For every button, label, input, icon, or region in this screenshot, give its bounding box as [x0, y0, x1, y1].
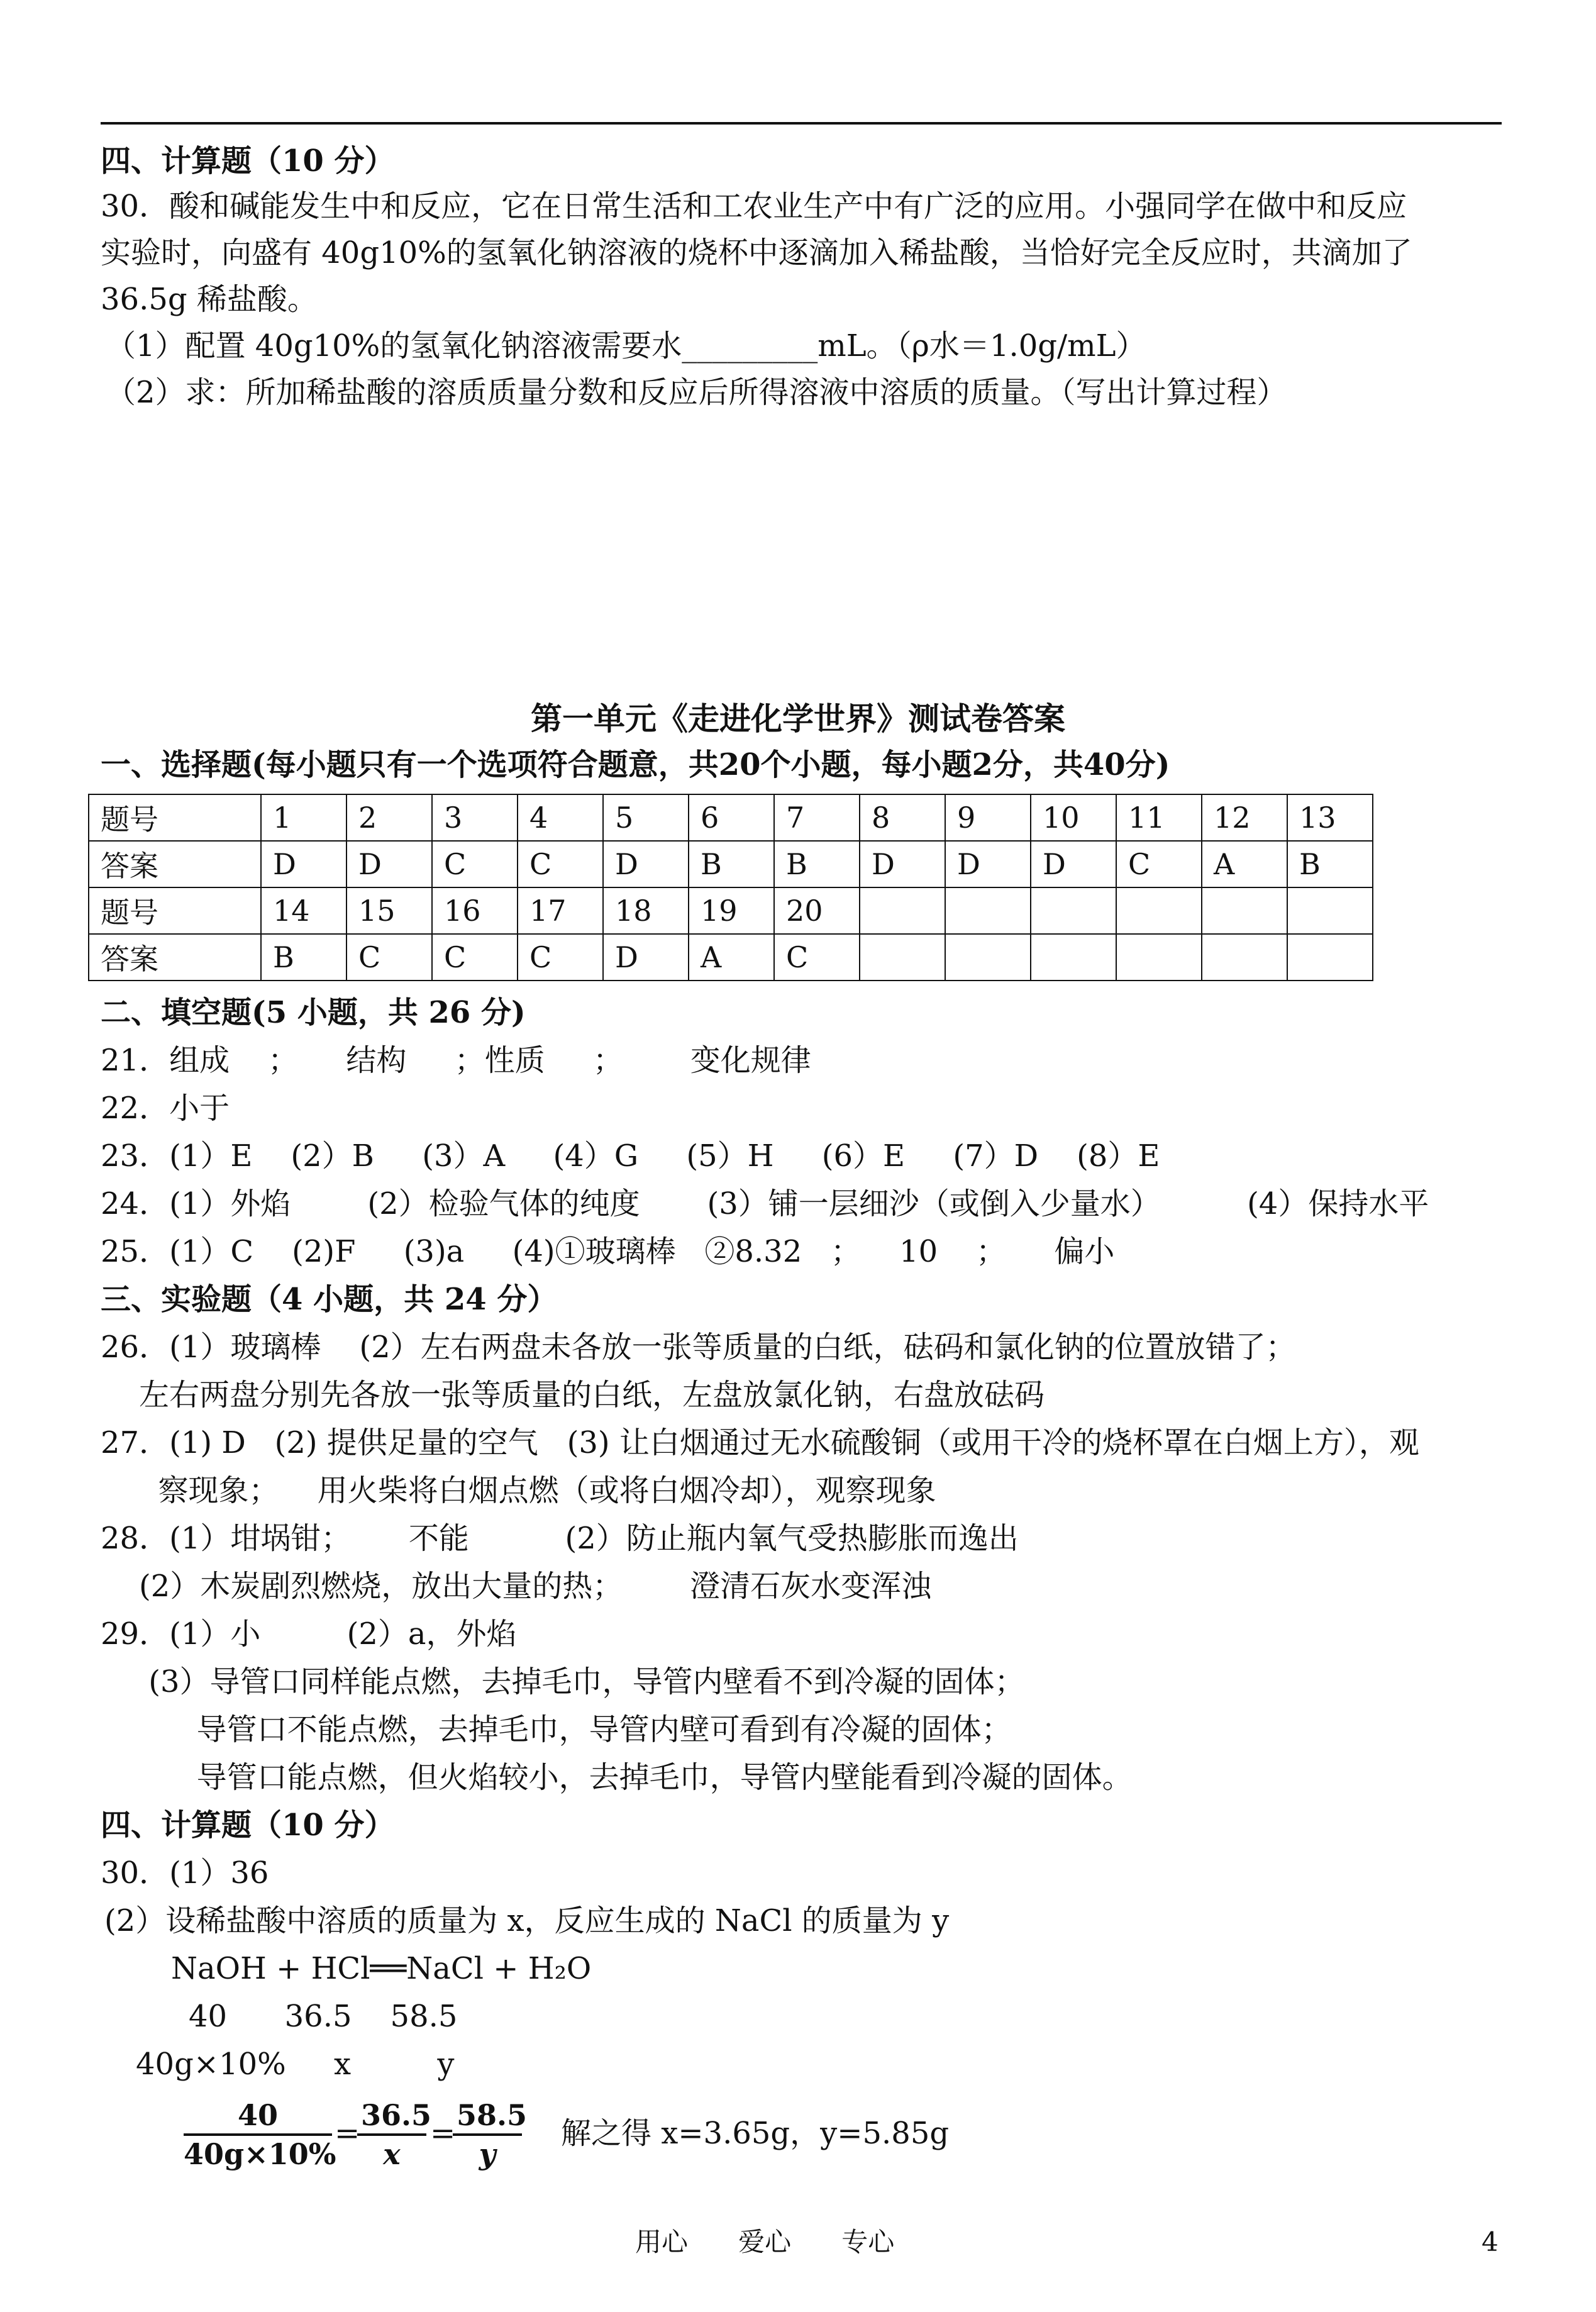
table-cell [1116, 887, 1202, 934]
table-cell: 20 [774, 887, 860, 934]
table-cell: D [1031, 841, 1116, 887]
table-cell [1202, 887, 1287, 934]
table-cell [1116, 934, 1202, 981]
table-cell: D [603, 934, 689, 981]
table-row-header: 题号 [89, 794, 261, 841]
table-row [89, 841, 1373, 887]
table-cell: 9 [945, 794, 1031, 841]
table-cell: 8 [860, 794, 945, 841]
table-cell: D [603, 841, 689, 887]
table-cell: B [689, 841, 774, 887]
table-cell: C [1116, 841, 1202, 887]
table-cell: 18 [603, 887, 689, 934]
table-row-header: 题号 [89, 887, 261, 934]
table-cell: 4 [518, 794, 603, 841]
table-cell: C [518, 841, 603, 887]
fraction-3 [453, 2097, 528, 2172]
answer-24: 24．(1）外焰 (2）检验气体的纯度 (3）铺一层细沙（或倒入少量水） (4）保持水平 [101, 1186, 1429, 1221]
table-cell: D [346, 841, 432, 887]
question-30-sub-1: （1）配置 40g10%的氢氧化钠溶液需要水_________mL。（ρ水＝1.0g/mL） [106, 328, 1146, 364]
table-cell [1202, 934, 1287, 981]
fraction-1-numerator: 40 [184, 2097, 332, 2136]
table-cell [860, 887, 945, 934]
answer-29-line-3: 导管口不能点燃，去掉毛巾，导管内壁可看到有冷凝的固体； [101, 1712, 1012, 1747]
fraction-1 [184, 2097, 336, 2172]
table-cell: 16 [432, 887, 518, 934]
table-cell: C [432, 841, 518, 887]
fraction-2-numerator: 36.5 [357, 2097, 426, 2136]
table-cell [860, 934, 945, 981]
table-cell: 7 [774, 794, 860, 841]
answer-29-line-1: 29．(1）小 (2）a，外焰 [101, 1616, 517, 1652]
table-row [89, 934, 1373, 981]
page-number: 4 [1482, 2226, 1499, 2257]
equation-given: 40g×10% x y [136, 2047, 455, 2082]
solution-text: 解之得 x=3.65g，y=5.85g [561, 2116, 950, 2151]
answer-27-line-1: 27．(1) D (2) 提供足量的空气 (3) 让白烟通过无水硫酸铜（或用干冷的烧杯罩在白烟上方），观 [101, 1425, 1419, 1460]
table-row-header: 答案 [89, 841, 261, 887]
fraction-3-denominator: y [479, 2137, 496, 2171]
table-cell [1031, 887, 1116, 934]
question-30-sub-2: （2）求：所加稀盐酸的溶质质量分数和反应后所得溶液中溶质的质量。（写出计算过程） [106, 375, 1287, 410]
table-cell: D [261, 841, 346, 887]
table-cell: 15 [346, 887, 432, 934]
answer-23: 23．(1）E (2）B (3）A (4）G (5）H (6）E (7）D (8）E [101, 1138, 1160, 1174]
table-cell: B [774, 841, 860, 887]
table-cell: B [1287, 841, 1373, 887]
answer-key-title: 第一单元《走进化学世界》测试卷答案 [531, 700, 1065, 737]
answer-21: 21．组成 ； 结构 ；性质 ； 变化规律 [101, 1043, 811, 1078]
answer-29-line-2: (3）导管口同样能点燃，去掉毛巾，导管内壁看不到冷凝的固体； [101, 1664, 1025, 1699]
table-row-header: 答案 [89, 934, 261, 981]
section-heading-calc: 四、计算题（10 分） [101, 143, 395, 179]
equation-masses: 40 36.5 58.5 [189, 1999, 458, 2034]
table-cell: 11 [1116, 794, 1202, 841]
answer-30-line-2: (2）设稀盐酸中溶质的质量为 x，反应生成的 NaCl 的质量为 y [104, 1903, 950, 1938]
table-cell [1287, 887, 1373, 934]
table-cell: 10 [1031, 794, 1116, 841]
answer-29-line-4: 导管口能点燃，但火焰较小，去掉毛巾，导管内壁能看到冷凝的固体。 [101, 1760, 1133, 1795]
answer-30-line-1: 30．(1）36 [101, 1855, 269, 1891]
table-cell [945, 934, 1031, 981]
answer-28-line-2: (2）木炭剧烈燃烧，放出大量的热； 澄清石灰水变浑浊 [101, 1569, 932, 1604]
fraction-1-denominator: 40g×10% [184, 2137, 336, 2171]
answer-26-line-2: 左右两盘分别先各放一张等质量的白纸，左盘放氯化钠，右盘放砝码 [101, 1377, 1045, 1413]
footer-motto: 用心 爱心 专心 [635, 2226, 895, 2257]
chemical-equation: NaOH + HCl══NaCl + H₂O [171, 1951, 592, 1986]
table-cell: 13 [1287, 794, 1373, 841]
table-cell: B [261, 934, 346, 981]
table-cell: 3 [432, 794, 518, 841]
answer-28-line-1: 28．(1）坩埚钳； 不能 (2）防止瓶内氧气受热膨胀而逸出 [101, 1521, 1019, 1556]
equals-sign-1: = [335, 2116, 360, 2151]
answer-27-line-2: 察现象； 用火柴将白烟点燃（或将白烟冷却），观察现象 [101, 1473, 936, 1508]
table-cell: 17 [518, 887, 603, 934]
table-row [89, 887, 1373, 934]
section-heading-experiment: 三、实验题（4 小题，共 24 分） [101, 1282, 558, 1317]
section-heading-choice: 一、选择题(每小题只有一个选项符合题意，共20个小题，每小题2分，共40分) [101, 747, 1170, 782]
table-cell: 19 [689, 887, 774, 934]
table-cell: A [689, 934, 774, 981]
table-cell: 14 [261, 887, 346, 934]
table-cell [1287, 934, 1373, 981]
table-cell [1031, 934, 1116, 981]
answer-table [88, 794, 1373, 981]
equals-sign-2: = [430, 2116, 456, 2151]
answer-25: 25．(1）C (2)F (3)a (4)①玻璃棒 ②8.32 ； 10 ； 偏小 [101, 1234, 1115, 1269]
answer-26-line-1: 26．(1）玻璃棒 (2）左右两盘未各放一张等质量的白纸，砝码和氯化钠的位置放错了； [101, 1330, 1296, 1365]
table-cell: D [860, 841, 945, 887]
question-30-line-2: 实验时，向盛有 40g10%的氢氧化钠溶液的烧杯中逐滴加入稀盐酸，当恰好完全反应时，共滴加了 [101, 235, 1412, 270]
question-30-line-1: 30．酸和碱能发生中和反应，它在日常生活和工农业生产中有广泛的应用。小强同学在做中和反应 [101, 189, 1407, 224]
answer-22: 22．小于 [101, 1091, 230, 1126]
table-cell: 1 [261, 794, 346, 841]
table-cell: C [774, 934, 860, 981]
table-row [89, 794, 1373, 841]
fraction-3-numerator: 58.5 [453, 2097, 522, 2136]
table-cell: C [346, 934, 432, 981]
table-cell: A [1202, 841, 1287, 887]
table-cell: D [945, 841, 1031, 887]
header-rule [101, 122, 1502, 125]
table-cell: C [518, 934, 603, 981]
fraction-2 [357, 2097, 432, 2172]
table-cell [945, 887, 1031, 934]
table-cell: 6 [689, 794, 774, 841]
table-cell: C [432, 934, 518, 981]
question-30-line-3: 36.5g 稀盐酸。 [101, 282, 318, 317]
table-cell: 5 [603, 794, 689, 841]
table-cell: 2 [346, 794, 432, 841]
fraction-2-denominator: x [383, 2137, 401, 2171]
table-cell: 12 [1202, 794, 1287, 841]
section-heading-fill: 二、填空题(5 小题，共 26 分) [101, 995, 526, 1030]
section-heading-calc-answers: 四、计算题（10 分） [101, 1808, 395, 1843]
